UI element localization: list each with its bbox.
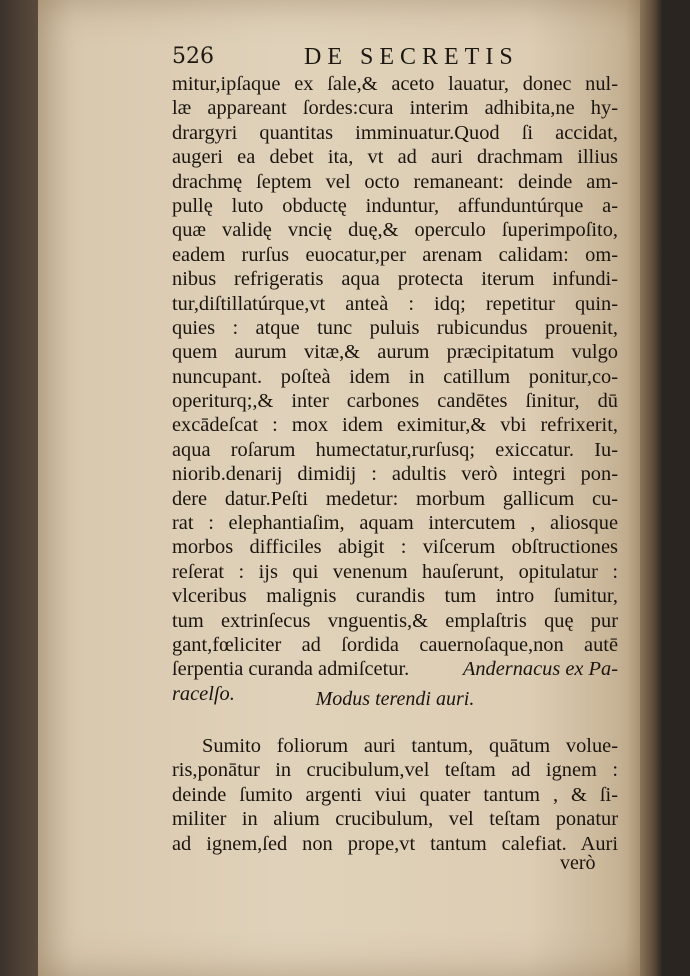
text-line: Sumito foliorum auri tantum, quātum volue- <box>202 735 618 757</box>
text-line: læ appareant ſordes:cura interim adhibita,ne hy- <box>172 97 618 120</box>
page-header <box>172 44 612 72</box>
text-line: nuncupant. poſteà idem in catillum ponitur,co- <box>172 365 618 388</box>
text-line: augeri ea debet ita, vt ad auri drachmam illius <box>172 146 618 169</box>
section-heading: Modus terendi auri. <box>315 688 475 710</box>
page-number: 526 <box>172 44 214 69</box>
text-line: militer in alium crucibulum, vel teſtam ponatur <box>172 808 618 831</box>
text-line: quies : atque tunc puluis rubicundus prouenit, <box>172 316 618 339</box>
text-line: quæ validę vncię duę,& operculo ſuperimpoſito, <box>172 219 618 242</box>
attribution: Andernacus ex Pa- <box>462 658 618 681</box>
text-line: aqua roſarum humectatur,rurſusq; exiccatur. Iu- <box>172 438 618 461</box>
text-line: ris,ponātur in crucibulum,vel teſtam ad ignem : <box>172 759 618 782</box>
text-line: pullę luto obductę induntur, affunduntúrque a- <box>172 194 618 217</box>
text-line: drachmę ſeptem vel octo remaneant: deinde am- <box>172 170 618 193</box>
text-line: gant,fœliciter ad ſordida cauernoſaque,non autē <box>172 633 618 656</box>
text-line: reſerat : ijs qui venenum hauſerunt, opitulatur : <box>172 560 618 583</box>
text-line-with-attribution <box>172 657 618 681</box>
text-line: dere datur.Peſti medetur: morbum gallicum cu- <box>172 487 618 510</box>
text-line: niorib.denarij dimidij : adultis verò integri pon- <box>172 463 618 486</box>
text-line: operiturq;,& inter carbones candētes ſinitur, dū <box>172 390 618 413</box>
text-line: rat : elephantiaſim, aquam intercutem , aliosque <box>172 512 618 535</box>
text-line: mitur,ipſaque ex ſale,& aceto lauatur, donec nul- <box>172 73 618 95</box>
text-line: tum extrinſecus vnguentis,& emplaſtris quę pur <box>172 609 618 632</box>
running-head: DE SECRETIS <box>304 44 519 70</box>
section-text <box>172 734 618 856</box>
facing-page-edge <box>0 0 38 976</box>
text-line: drargyri quantitas imminuatur.Quod ſi accidat, <box>172 121 618 144</box>
text-line: morbos difficiles abigit : viſcerum obſtructiones <box>172 536 618 559</box>
catchword: verò <box>560 852 596 874</box>
text-line: tur,diſtillatúrque,vt anteà : idq; repetitur quin- <box>172 292 618 315</box>
text-line: eadem rurſus euocatur,per arenam calidam: om- <box>172 243 618 266</box>
body-text <box>172 72 618 706</box>
text-line: deinde ſumito argenti viui quater tantum , & ſi- <box>172 783 618 806</box>
text-line: excādeſcat : mox idem eximitur,& vbi refrixerit, <box>172 414 618 437</box>
book-spine-shadow <box>640 0 662 976</box>
attribution-continuation: racelſo. <box>172 682 235 705</box>
text-fragment: ſerpentia curanda admiſcetur. <box>172 658 410 681</box>
text-line: quem aurum vitæ,& aurum præcipitatum vulgo <box>172 341 618 364</box>
text-line: vlceribus malignis curandis tum intro ſumitur, <box>172 585 618 608</box>
text-line: nibus refrigeratis aqua protecta iterum infundi- <box>172 268 618 291</box>
text-line: ad ignem,ſed non prope,vt tantum calefiat. Auri <box>172 832 618 855</box>
